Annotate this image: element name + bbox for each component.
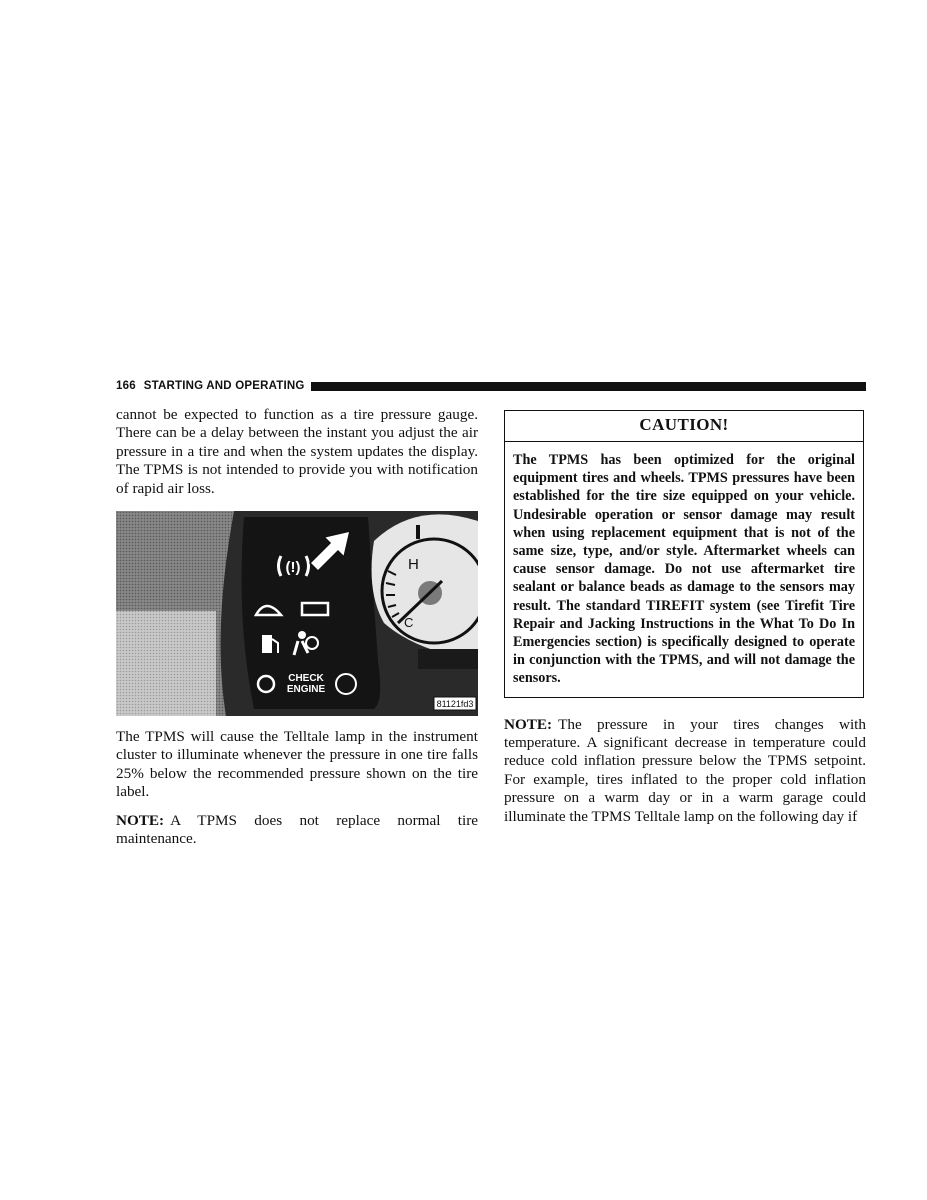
note-text: The pressure in your tires changes with temperature. A significant decrease in temperature could reduce cold inflation pressure below the TPMS setpoint. For example, tires inflated to the proper cold inflation pressure on a warm day or in a warm garage could illuminate the TPMS Telltale lamp on the following day if (504, 715, 866, 825)
caution-title: CAUTION! (505, 411, 863, 442)
note-lead: NOTE: (504, 715, 553, 733)
left-column (116, 406, 478, 848)
intro-paragraph: cannot be expected to function as a tire pressure gauge. There can be a delay between the instant you adjust the air pressure in a tire and when the system updates the display. The TPMS is not intended to provide you with notification of rapid air loss. (116, 406, 478, 497)
caution-body: The TPMS has been optimized for the original equipment tires and wheels. TPMS pressures have been established for the tire size equipped on your vehicle. Undesirable operation or sensor damage may result when using replacement equipment that is not of the same size, type, and/or style. Aftermarket wheels can cause sensor damage. Do not use aftermarket tire sealant or balance beads as damage to the sensors may result. The standard TIREFIT system (see Tirefit Tire Repair and Jacking Instructions in the What To Do In Emergencies section) is specifically designed to operate in conjunction with the TPMS, and will not damage the sensors. (513, 452, 855, 687)
page-number: 166 (116, 380, 136, 392)
caution-box (504, 410, 864, 698)
telltale-paragraph: The TPMS will cause the Telltale lamp in the instrument cluster to illuminate whenever the pressure in one tire falls 25% below the recommended pressure shown on the tire label. (116, 728, 478, 801)
note-text: A TPMS does not replace normal tire maintenance. (116, 811, 478, 848)
check-label: CHECK (288, 673, 324, 685)
right-column (504, 410, 866, 826)
image-code: 81121fd3 (436, 699, 474, 710)
coolant-icon (416, 525, 420, 539)
odometer-display (418, 649, 478, 669)
page-header (116, 379, 866, 393)
header-rule (311, 382, 866, 391)
engine-label: ENGINE (286, 684, 326, 696)
gauge-h-label: H (408, 556, 419, 574)
svg-text:(!): (!) (285, 559, 301, 577)
cluster-illustration (116, 511, 478, 716)
note-lead: NOTE: (116, 811, 165, 829)
instrument-cluster-photo (116, 511, 478, 716)
note-paragraph-left (116, 812, 478, 849)
note-paragraph-right (504, 716, 866, 826)
section-title: STARTING AND OPERATING (143, 380, 305, 392)
gauge-c-label: C (404, 615, 414, 631)
